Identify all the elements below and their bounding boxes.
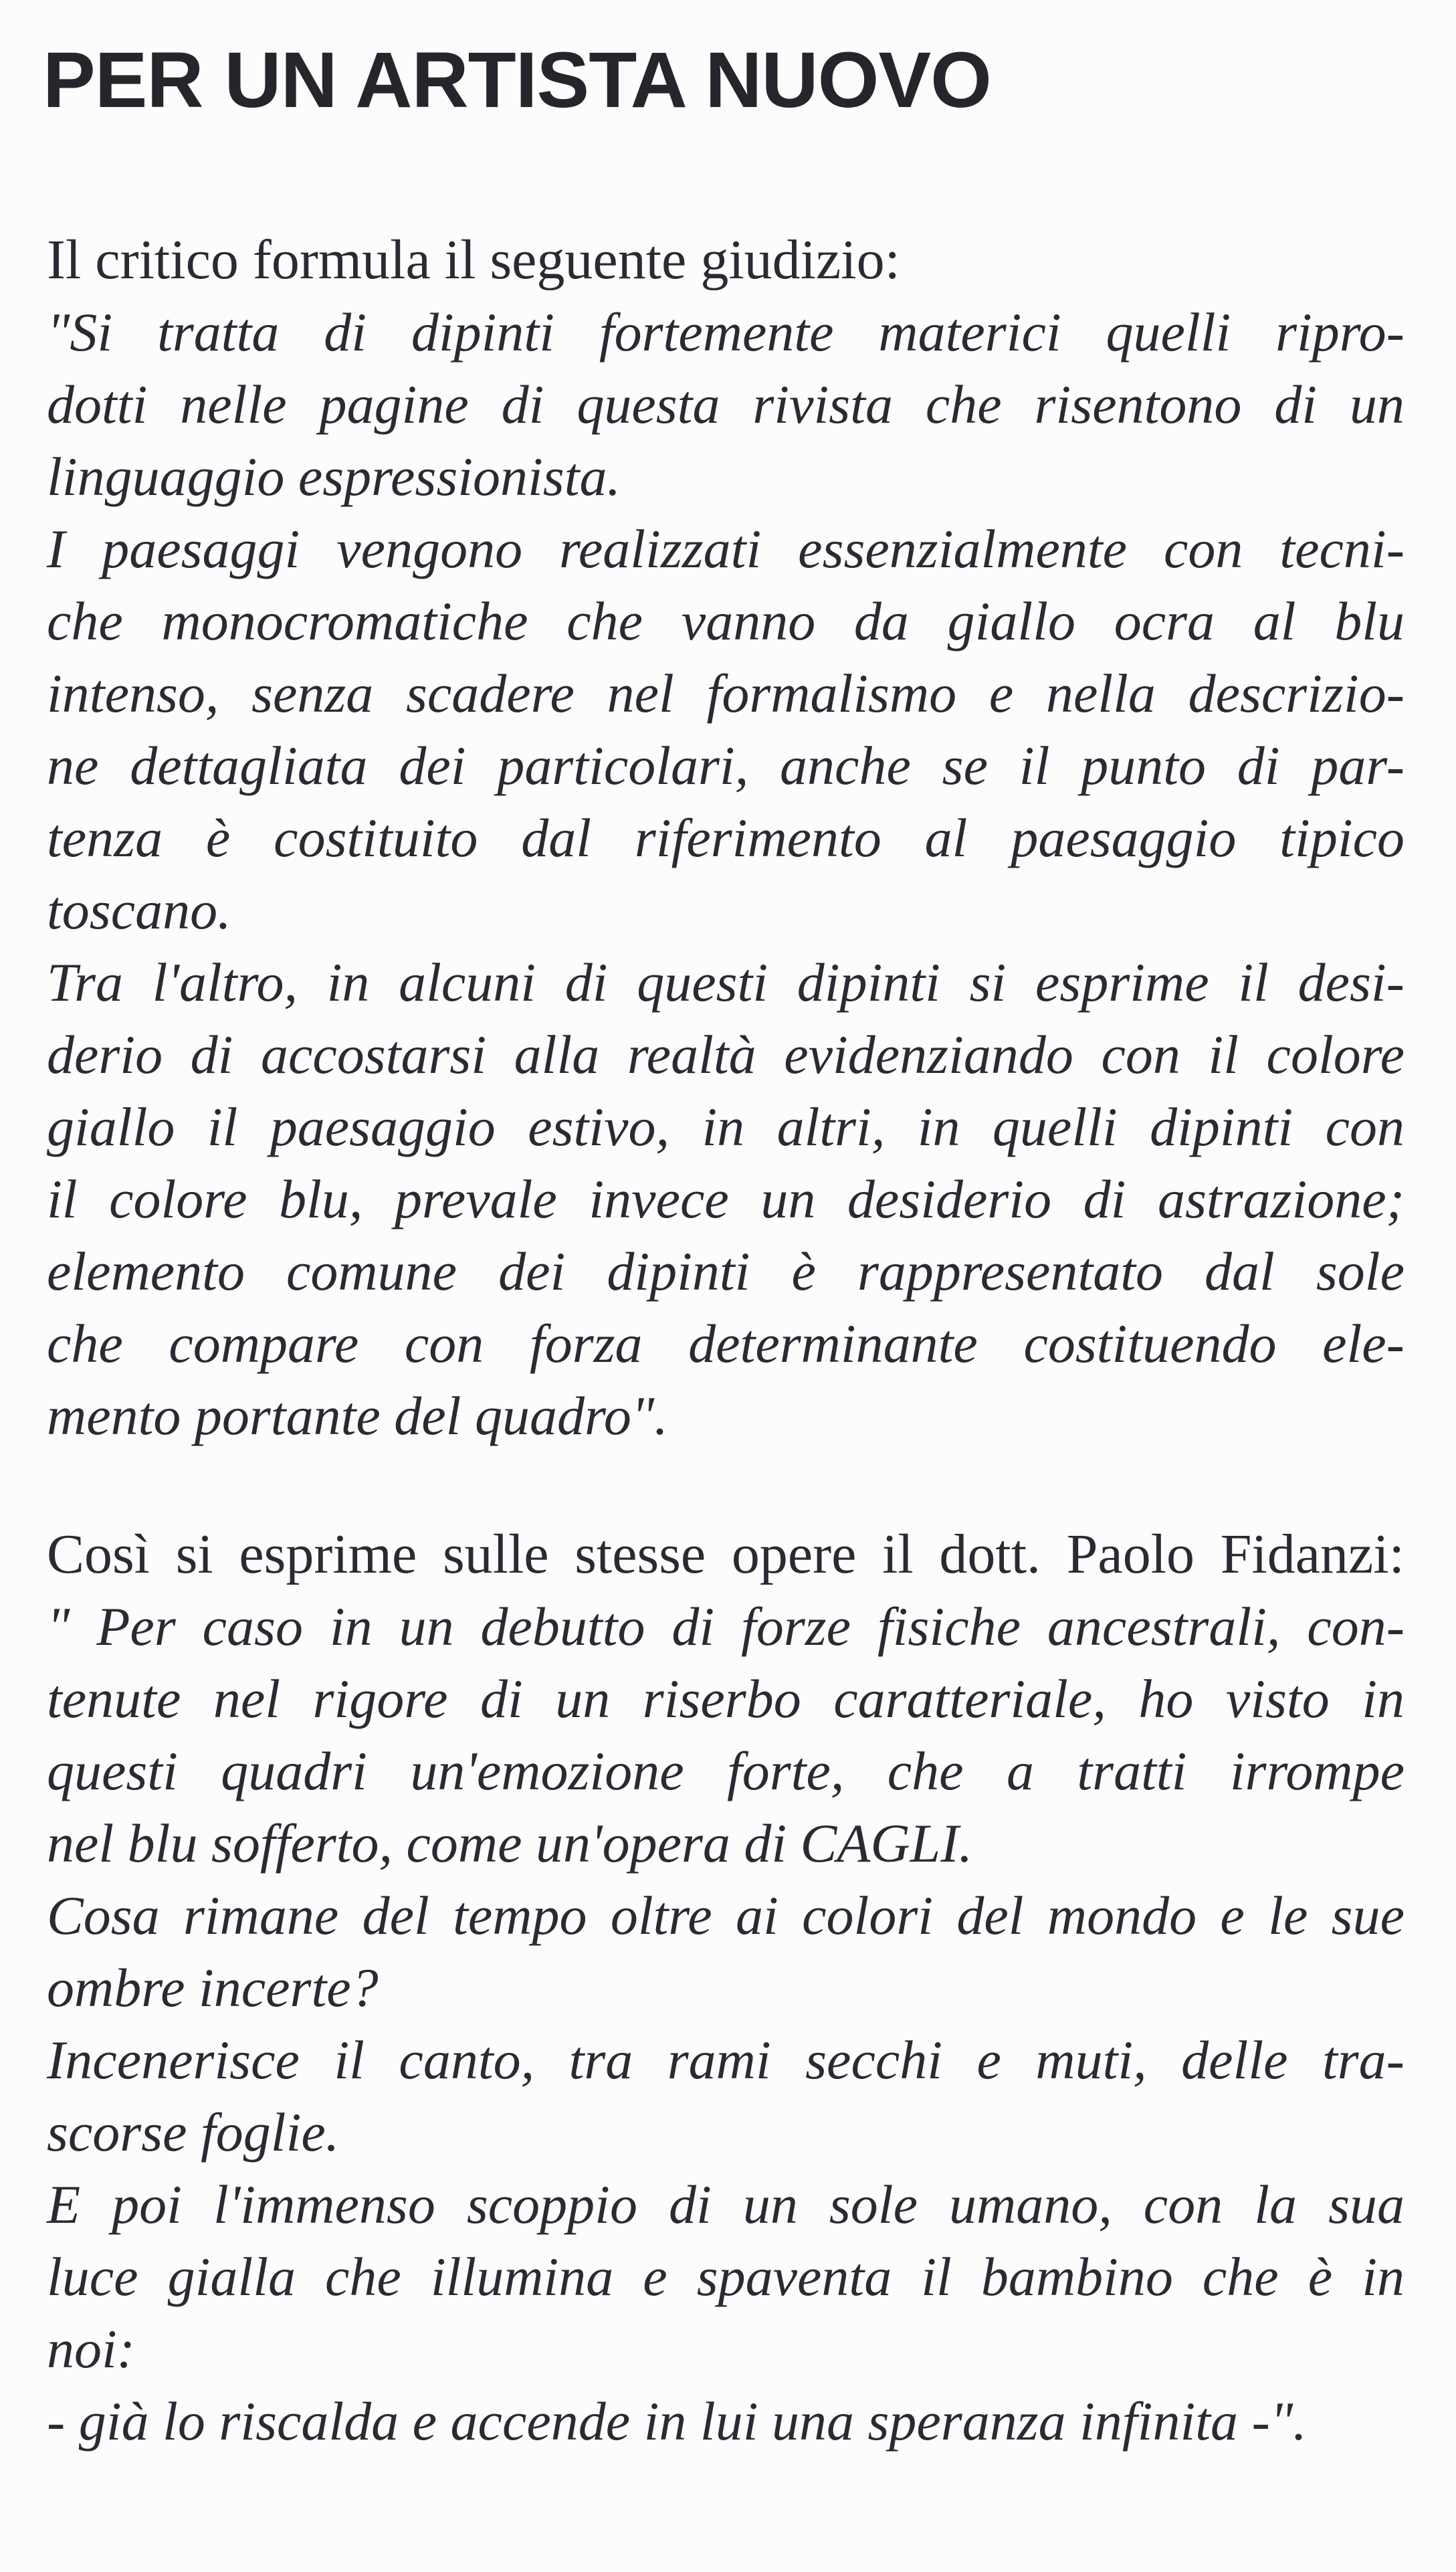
critic-quote-line: il colore blu, prevale invece un desiderio di astrazione;	[47, 1169, 1405, 1229]
fidanzi-quote-line: nel blu sofferto, come un'opera di CAGLI.	[47, 1813, 973, 1874]
critic-quote-line: che compare con forza determinante costituendo ele-	[47, 1313, 1405, 1374]
page-title: PER UN ARTISTA NUOVO	[43, 36, 991, 124]
fidanzi-quote-line: - già lo riscalda e accende in lui una speranza infinita -".	[47, 2391, 1307, 2452]
fidanzi-quote-line: Incenerisce il canto, tra rami secchi e muti, delle tra-	[47, 2030, 1405, 2090]
critic-quote-line: I paesaggi vengono realizzati essenzialmente con tecni-	[47, 518, 1405, 579]
fidanzi-quote-line: noi:	[47, 2318, 136, 2379]
critic-quote-line: linguaggio espressionista.	[47, 446, 621, 507]
critic-quote-line: tenza è costituito dal riferimento al paesaggio tipico	[47, 807, 1405, 868]
critic-quote-line: elemento comune dei dipinti è rappresentato dal sole	[47, 1241, 1405, 1302]
critic-quote-line: intenso, senza scadere nel formalismo e nella descrizio-	[47, 663, 1405, 724]
fidanzi-quote-line: questi quadri un'emozione forte, che a tratti irrompe	[47, 1741, 1405, 1801]
fidanzi-quote-line: tenute nel rigore di un riserbo caratteriale, ho visto in	[47, 1668, 1405, 1729]
critic-quote-line: derio di accostarsi alla realtà evidenziando con il colore	[47, 1024, 1405, 1085]
fidanzi-section	[47, 1518, 1405, 2458]
fidanzi-quote-line: luce gialla che illumina e spaventa il bambino che è in	[47, 2246, 1405, 2307]
fidanzi-intro: Così si esprime sulle stesse opere il dott. Paolo Fidanzi:	[47, 1523, 1405, 1585]
fidanzi-quote-line: scorse foglie.	[47, 2102, 340, 2163]
critic-quote-line: ne dettagliata dei particolari, anche se il punto di par-	[47, 735, 1405, 796]
fidanzi-quote-line: Cosa rimane del tempo oltre ai colori del mondo e le sue	[47, 1885, 1405, 1946]
critic-quote-line: "Si tratta di dipinti fortemente materici quelli ripro-	[47, 302, 1405, 363]
critic-quote-line: che monocromatiche che vanno da giallo ocra al blu	[47, 591, 1405, 652]
critic-quote-line: giallo il paesaggio estivo, in altri, in quelli dipinti con	[47, 1096, 1405, 1157]
fidanzi-quote-line: E poi l'immenso scoppio di un sole umano, con la sua	[47, 2174, 1405, 2235]
critic-quote-line: mento portante del quadro".	[47, 1385, 668, 1446]
critic-quote-line: dotti nelle pagine di questa rivista che risentono di un	[47, 374, 1405, 435]
fidanzi-quote-line: ombre incerte?	[47, 1957, 379, 2018]
critic-section	[47, 224, 1405, 1452]
critic-intro: Il critico formula il seguente giudizio:	[47, 229, 900, 291]
fidanzi-quote-line: " Per caso in un debutto di forze fisiche ancestrali, con-	[47, 1596, 1405, 1657]
critic-quote-line: toscano.	[47, 880, 231, 941]
critic-quote-line: Tra l'altro, in alcuni di questi dipinti si esprime il desi-	[47, 952, 1405, 1013]
